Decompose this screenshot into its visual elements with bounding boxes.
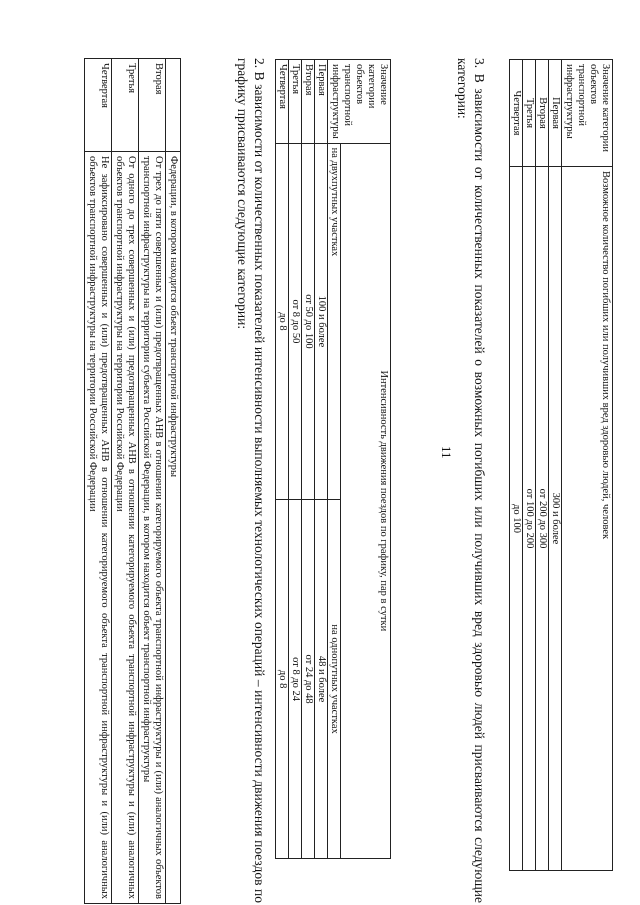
double-track-cell: от 50 до 100 <box>302 143 315 500</box>
category-cell: Третья <box>523 60 536 167</box>
single-track-cell: от 24 до 48 <box>302 500 315 859</box>
double-track-cell: от 8 до 50 <box>289 143 302 500</box>
category-cell <box>166 59 181 152</box>
category-cell: Первая <box>315 60 328 144</box>
double-track-cell: до 8 <box>276 143 289 500</box>
single-track-cell: от 8 до 24 <box>289 500 302 859</box>
paragraph-3: 3. В зависимости от количественных показателей о возможных погибших или получивших вред здоровью людей присваиваются следующие категории: <box>455 58 487 903</box>
single-track-cell: 48 и более <box>315 500 328 859</box>
table-header-row <box>341 60 391 859</box>
casualties-cell: до 100 <box>510 167 523 871</box>
header-category: Значение категории объектов транспортной инфраструктуры <box>328 60 391 144</box>
table-row <box>510 60 523 871</box>
page-number: 11 <box>439 446 454 459</box>
table-row <box>523 60 536 871</box>
paragraph-2: 2. В зависимости от количественных показателей интенсивности выполняемых технологических операций – интенсивности движения поездов по графику присваиваются следующие категории: <box>235 58 267 903</box>
criteria-cell: Федерации, в котором находится объект транспортной инфраструктуры <box>166 152 181 904</box>
category-cell: Третья <box>112 59 139 152</box>
header-category: Значение категории объектов транспортной инфраструктуры <box>562 60 613 167</box>
header-casualties: Возможное количество погибших или получивших вред здоровью людей, человек <box>562 167 613 871</box>
category-cell: Третья <box>289 60 302 144</box>
category-cell: Вторая <box>139 59 166 152</box>
casualties-table <box>509 59 613 871</box>
table-row <box>112 59 139 904</box>
table-row <box>536 60 549 871</box>
category-cell: Четвертая <box>510 60 523 167</box>
table-subheader-row <box>328 60 341 859</box>
table-row <box>549 60 562 871</box>
casualties-cell: от 100 до 200 <box>523 167 536 871</box>
table-row <box>139 59 166 904</box>
casualties-cell: 300 и более <box>549 167 562 871</box>
category-cell: Вторая <box>536 60 549 167</box>
table-header-row <box>562 60 613 871</box>
criteria-table <box>84 58 181 904</box>
traffic-intensity-table <box>275 59 391 859</box>
table-row <box>276 60 289 859</box>
subheader-double-track: на двухпутных участках <box>328 143 341 500</box>
subheader-single-track: на однопутных участках <box>328 500 341 859</box>
criteria-cell: Не зафиксировано совершенных и (или) предотвращенных АНВ в отношении категорируемого объекта транспортной инфраструктуры и (или) аналогичных объектов транспортной инфраструктуры на территории Российской Федерации <box>85 152 112 904</box>
table-row <box>315 60 328 859</box>
category-cell: Первая <box>549 60 562 167</box>
table-row <box>289 60 302 859</box>
casualties-cell: от 200 до 300 <box>536 167 549 871</box>
category-cell: Четвертая <box>85 59 112 152</box>
category-cell: Четвертая <box>276 60 289 144</box>
table-row <box>85 59 112 904</box>
category-cell: Вторая <box>302 60 315 144</box>
single-track-cell: до 8 <box>276 500 289 859</box>
criteria-cell: От одного до трех совершенных и (или) предотвращенных АНВ в отношении категорируемого объекта транспортной инфраструктуры и (или) аналогичных объектов транспортной инфраструктуры на территории Российской Федерации <box>112 152 139 904</box>
criteria-cell: От трех до пяти совершенных и (или) предотвращенных АНВ в отношении категорируемого объекта транспортной инфраструктуры и (или) аналогичных объектов транспортной инфраструктуры на территории субъекта Российской Федерации, в котором находится объект транспортной инфраструктуры <box>139 152 166 904</box>
table-row <box>166 59 181 904</box>
double-track-cell: 100 и более <box>315 143 328 500</box>
header-intensity: Интенсивность движения поездов по графику, пар в сутки <box>341 143 391 858</box>
table-row <box>302 60 315 859</box>
